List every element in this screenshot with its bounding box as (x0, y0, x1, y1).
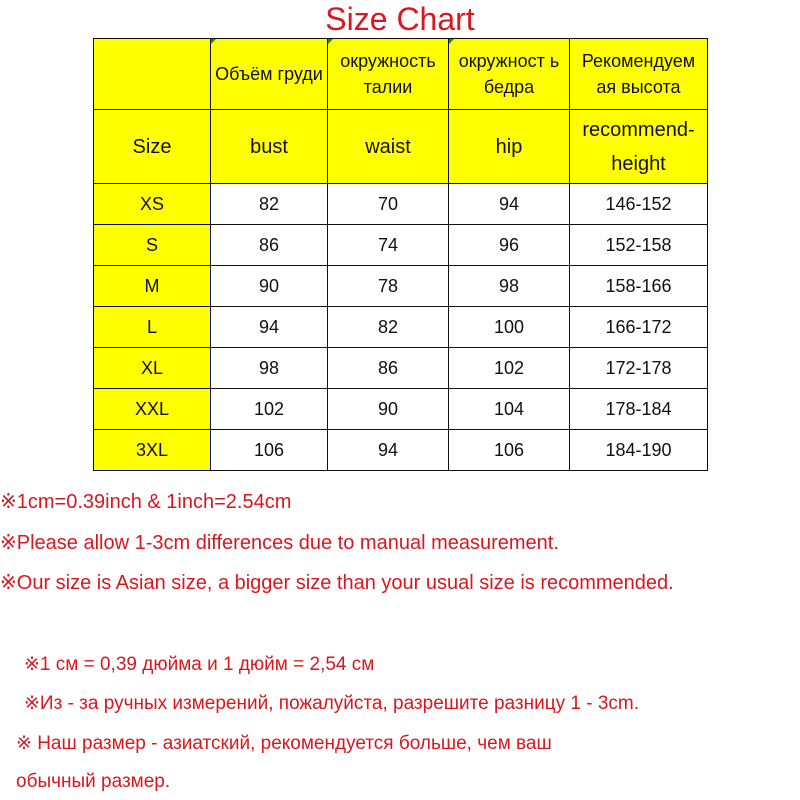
size-cell: S (94, 225, 211, 266)
size-cell: XL (94, 348, 211, 389)
table-row (94, 266, 708, 307)
waist-cell: 94 (328, 430, 449, 471)
hip-cell: 102 (449, 348, 570, 389)
table-row (94, 307, 708, 348)
header-hip: hip (449, 110, 570, 184)
size-cell: L (94, 307, 211, 348)
height-cell: 178-184 (570, 389, 708, 430)
header-height: recommend-height (570, 110, 708, 184)
bust-cell: 82 (211, 184, 328, 225)
header-bust: bust (211, 110, 328, 184)
size-chart-table (93, 38, 708, 471)
waist-cell: 82 (328, 307, 449, 348)
size-cell: 3XL (94, 430, 211, 471)
bust-cell: 98 (211, 348, 328, 389)
waist-cell: 70 (328, 184, 449, 225)
height-cell: 166-172 (570, 307, 708, 348)
table-row (94, 389, 708, 430)
header-empty-cell (94, 39, 211, 110)
height-cell: 152-158 (570, 225, 708, 266)
size-cell: XS (94, 184, 211, 225)
hip-cell: 98 (449, 266, 570, 307)
waist-cell: 78 (328, 266, 449, 307)
height-cell: 146-152 (570, 184, 708, 225)
height-cell: 172-178 (570, 348, 708, 389)
table-row (94, 225, 708, 266)
note-ru-asian-size: ※ Наш размер - азиатский, рекомендуется больше, чем ваш (16, 733, 552, 754)
header-waist: waist (328, 110, 449, 184)
hip-cell: 94 (449, 184, 570, 225)
note-measurement: ※Please allow 1-3cm differences due to manual measurement. (0, 532, 559, 554)
note-asian-size: ※Our size is Asian size, a bigger size than your usual size is recommended. (0, 572, 674, 594)
size-cell: XXL (94, 389, 211, 430)
page-title: Size Chart (325, 1, 475, 37)
note-ru-asian-size-cont: обычный размер. (16, 771, 171, 792)
hip-cell: 106 (449, 430, 570, 471)
hip-cell: 104 (449, 389, 570, 430)
table-row (94, 430, 708, 471)
note-ru-conversion: ※1 см = 0,39 дюйма и 1 дюйм = 2,54 см (24, 654, 375, 675)
bust-cell: 86 (211, 225, 328, 266)
header-height-ru: Рекомендуем ая высота (570, 39, 708, 110)
bust-cell: 102 (211, 389, 328, 430)
table-row (94, 184, 708, 225)
hip-cell: 100 (449, 307, 570, 348)
header-row-en (94, 110, 708, 184)
bust-cell: 94 (211, 307, 328, 348)
header-hip-ru: окружност ь бедра (449, 39, 570, 110)
bust-cell: 90 (211, 266, 328, 307)
bust-cell: 106 (211, 430, 328, 471)
header-size: Size (94, 110, 211, 184)
header-waist-ru: окружность талии (328, 39, 449, 110)
header-row-ru (94, 39, 708, 110)
waist-cell: 90 (328, 389, 449, 430)
height-cell: 184-190 (570, 430, 708, 471)
header-bust-ru: Объём груди (211, 39, 328, 110)
hip-cell: 96 (449, 225, 570, 266)
note-conversion: ※1cm=0.39inch & 1inch=2.54cm (0, 491, 292, 513)
note-ru-measurement: ※Из - за ручных измерений, пожалуйста, разрешите разницу 1 - 3cm. (24, 693, 639, 714)
size-cell: M (94, 266, 211, 307)
height-cell: 158-166 (570, 266, 708, 307)
table-row (94, 348, 708, 389)
waist-cell: 86 (328, 348, 449, 389)
waist-cell: 74 (328, 225, 449, 266)
